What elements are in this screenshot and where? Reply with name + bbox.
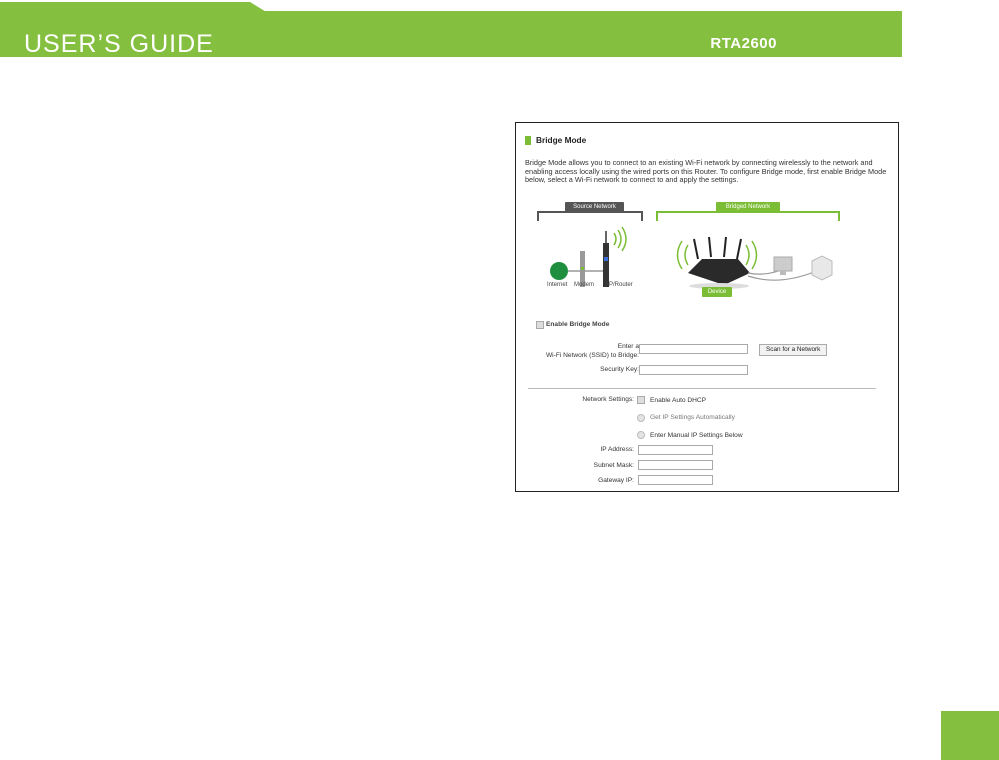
ssid-label-line2: Wi-Fi Network (SSID) to Bridge: <box>545 352 639 359</box>
manual-ip-radio[interactable] <box>637 431 645 439</box>
ssid-label-line1: Enter a <box>617 343 639 350</box>
bridge-mode-screenshot <box>515 122 899 492</box>
enable-bridge-label: Enable Bridge Mode <box>546 321 610 328</box>
auto-dhcp-checkbox[interactable] <box>637 396 645 404</box>
get-ip-auto-radio[interactable] <box>637 414 645 422</box>
ap-router-icon <box>603 243 609 287</box>
device-label: Device <box>702 287 732 297</box>
subnet-mask-input[interactable] <box>638 460 713 470</box>
subnet-mask-label: Subnet Mask: <box>593 462 634 469</box>
section-marker-icon <box>525 136 531 145</box>
modem-label: Modem <box>574 282 595 288</box>
banner-tab <box>0 0 268 11</box>
internet-label: Internet <box>547 282 568 288</box>
guide-title: USER’S GUIDE <box>24 30 214 58</box>
gateway-ip-label: Gateway IP: <box>598 477 634 484</box>
section-title: Bridge Mode <box>536 135 587 145</box>
network-diagram <box>516 223 900 318</box>
page-corner-tab <box>941 711 999 760</box>
source-network-label: Source Network <box>565 202 624 212</box>
computer-icon <box>774 257 792 271</box>
model-name: RTA2600 <box>710 35 777 52</box>
header-banner <box>0 11 902 57</box>
banner-tab-shape <box>0 2 268 11</box>
auto-dhcp-label: Enable Auto DHCP <box>650 397 707 404</box>
internet-globe-icon <box>550 262 568 280</box>
enable-bridge-checkbox[interactable] <box>536 321 544 329</box>
bridged-router-icon <box>678 237 757 289</box>
gateway-ip-input[interactable] <box>638 475 713 485</box>
bridged-network-label: Bridged Network <box>716 202 780 212</box>
ssid-input[interactable] <box>639 344 748 354</box>
network-settings-label: Network Settings: <box>582 396 634 403</box>
ap-router-label: AP/Router <box>605 282 633 288</box>
ip-address-input[interactable] <box>638 445 713 455</box>
section-separator <box>528 388 876 389</box>
device-box-icon <box>812 256 832 280</box>
manual-ip-label: Enter Manual IP Settings Below <box>650 432 743 439</box>
get-ip-auto-label: Get IP Settings Automatically <box>650 414 735 421</box>
section-title-row <box>525 135 586 145</box>
source-network-bracket <box>537 211 643 221</box>
scan-network-button[interactable]: Scan for a Network <box>759 344 827 356</box>
bridge-description: Bridge Mode allows you to connect to an existing Wi-Fi network by connecting wirelessly to the network and enabling access locally using the wired ports on this Router. To configure Bridge mode, first enable Bridge Mode below, select a Wi-Fi network to connect to and apply the settings. <box>525 158 887 184</box>
ip-address-label: IP Address: <box>600 446 634 453</box>
security-key-label: Security Key: <box>600 366 639 373</box>
security-key-input[interactable] <box>639 365 748 375</box>
bridged-network-bracket <box>656 211 840 221</box>
